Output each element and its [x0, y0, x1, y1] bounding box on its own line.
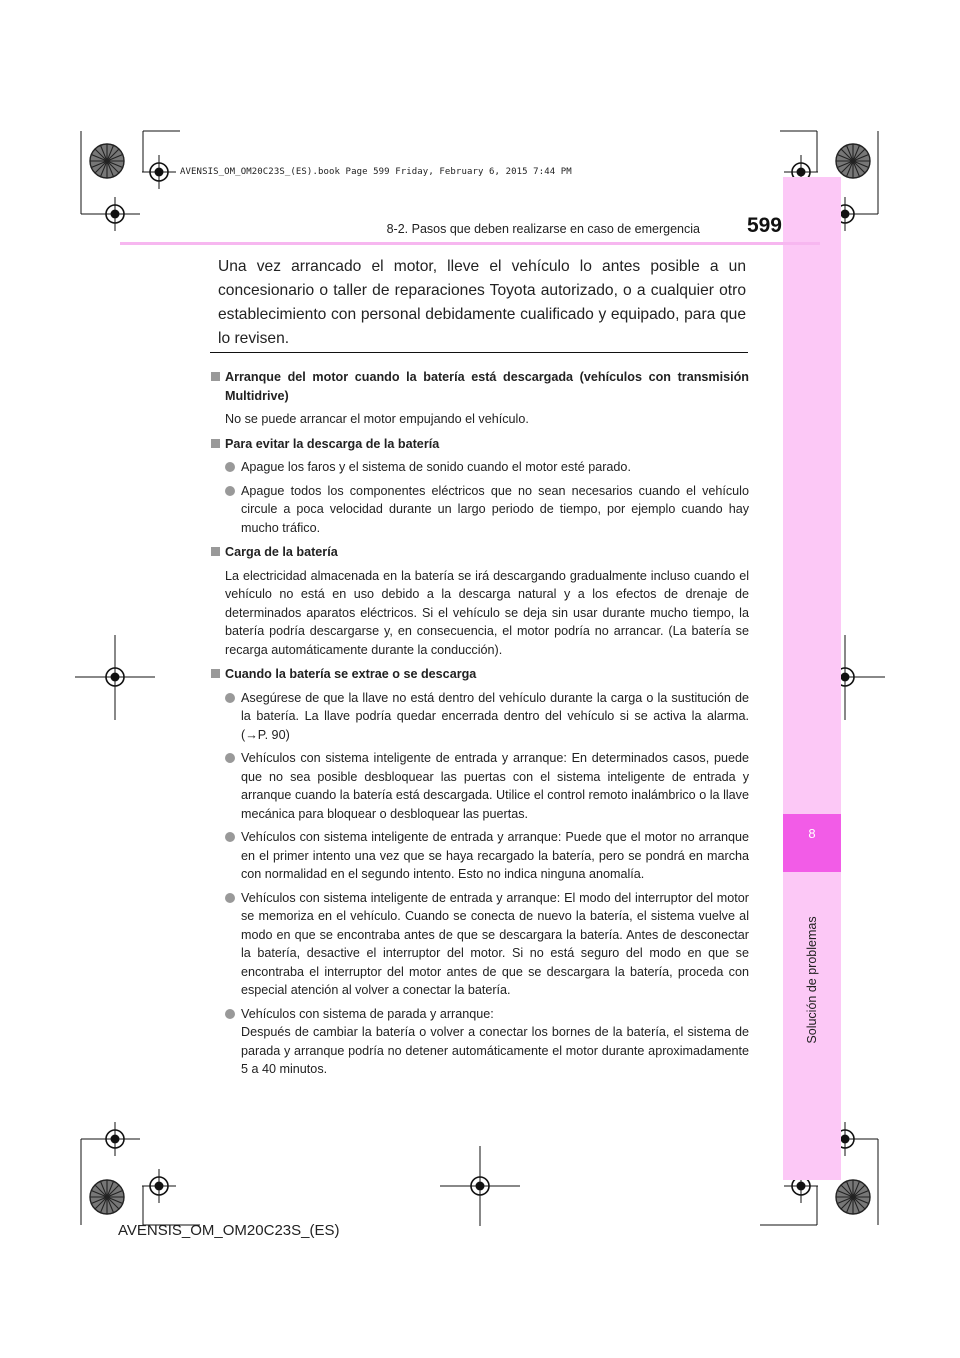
section-title: 8-2. Pasos que deben realizarse en caso de emergencia: [386, 222, 700, 236]
list-item: [211, 458, 749, 477]
list-item-text: Vehículos con sistema de parada y arranque:: [241, 1006, 494, 1021]
paragraph: No se puede arrancar el motor empujando el vehículo.: [225, 412, 529, 426]
book-info-line: AVENSIS_OM_OM20C23S_(ES).book Page 599 Friday, February 6, 2015 7:44 PM: [180, 167, 572, 177]
square-bullet-icon: [211, 547, 220, 556]
list-item: [211, 889, 749, 1000]
chapter-number: 8: [808, 826, 816, 841]
heading-text: Cuando la batería se extrae o se descarga: [225, 667, 477, 681]
list-item: [211, 689, 749, 745]
list-item: [211, 749, 749, 823]
section-heading: [211, 368, 749, 405]
header-rule: [120, 242, 820, 245]
bullet-dot-icon: [225, 693, 235, 703]
list-item-text: Vehículos con sistema inteligente de entrada y arranque: Puede que el motor no arranque en el primer intento una vez que se haya recargado la batería, pero se pondrá en marcha con normalidad en el segundo intento. Esto no indica ninguna anomalía.: [241, 830, 749, 881]
bullet-dot-icon: [225, 462, 235, 472]
section-heading: [211, 435, 749, 454]
list-item: [211, 828, 749, 884]
list-item-text: Asegúrese de que la llave no está dentro del vehículo durante la carga o la sustitución de la batería. La llave podría quedar encerrada dentro del vehículo si se activa la alarma. (→P. 90): [241, 690, 749, 742]
heading-text: Para evitar la descarga de la batería: [225, 436, 440, 451]
page-content: [211, 362, 749, 1079]
list-item-text: Vehículos con sistema inteligente de entrada y arranque: El modo del interruptor del motor se memoriza en el vehículo. Cuando se conecta de nuevo la batería, el sistema vuelve al modo en que se encontraba antes de que se descargara la batería. Antes de desconectar la batería, desactive el interruptor del motor. Si no está seguro del modo en que se encontraba el interruptor del motor antes de que se descargara la batería, proceda con especial atención al volver a conectar la batería.: [241, 890, 749, 997]
square-bullet-icon: [211, 669, 220, 678]
section-heading: [211, 665, 749, 684]
heading-text: Carga de la batería: [225, 545, 338, 559]
bullet-dot-icon: [225, 486, 235, 496]
paragraph: La electricidad almacenada en la batería se irá descargando gradualmente incluso cuando el vehículo no está en uso debido a la descarga natural y a los efectos de drenaje de determinados aparatos eléctricos. Si el vehículo se deja sin usar durante mucho tiempo, la batería podría descargarse y, en consecuencia, el motor podría no arrancar. (La batería se recarga automáticamente durante la conducción).: [225, 568, 749, 657]
chapter-number-tab: [783, 814, 841, 872]
square-bullet-icon: [211, 372, 220, 381]
bullet-dot-icon: [225, 753, 235, 763]
list-item: [211, 1005, 749, 1079]
square-bullet-icon: [211, 439, 220, 448]
list-item-text: Apague los faros y el sistema de sonido cuando el motor esté parado.: [241, 460, 631, 474]
section-divider: [210, 352, 748, 353]
heading-text: Arranque del motor cuando la batería está descargada (vehículos con transmisión Multidrive): [225, 370, 749, 403]
bullet-dot-icon: [225, 893, 235, 903]
document-code: AVENSIS_OM_OM20C23S_(ES): [118, 1222, 340, 1239]
intro-paragraph: Una vez arrancado el motor, lleve el vehículo lo antes posible a un concesionario o taller de reparaciones Toyota autorizado, o a cualquier otro establecimiento con personal debidamente cualificado y equipado, para que lo revisen.: [218, 258, 746, 347]
bullet-dot-icon: [225, 832, 235, 842]
bullet-dot-icon: [225, 1009, 235, 1019]
section-heading: [211, 543, 749, 562]
page-number: 599: [746, 214, 782, 237]
list-item-text: Vehículos con sistema inteligente de entrada y arranque: En determinados casos, puede que no sea posible desbloquear las puertas con el sistema inteligente de entrada y arranque cuando la batería está descargada. Utilice el control remoto inalámbrico o la llave mecánica para bloquear o desbloquear las puertas.: [241, 751, 749, 821]
list-item-text: Apague todos los componentes eléctricos que no sean necesarios cuando el vehículo circule a poca velocidad durante un largo periodo de tiempo, por ejemplo cuando hay mucho tráfico.: [241, 483, 749, 535]
chapter-label: Solución de problemas: [805, 916, 819, 1044]
list-item-text: Después de cambiar la batería o volver a conectar los bornes de la batería, el sistema de parada y arranque podría no detener automáticamente el motor durante aproximadamente 5 a 40 minutos.: [241, 1025, 749, 1076]
list-item: [211, 482, 749, 538]
